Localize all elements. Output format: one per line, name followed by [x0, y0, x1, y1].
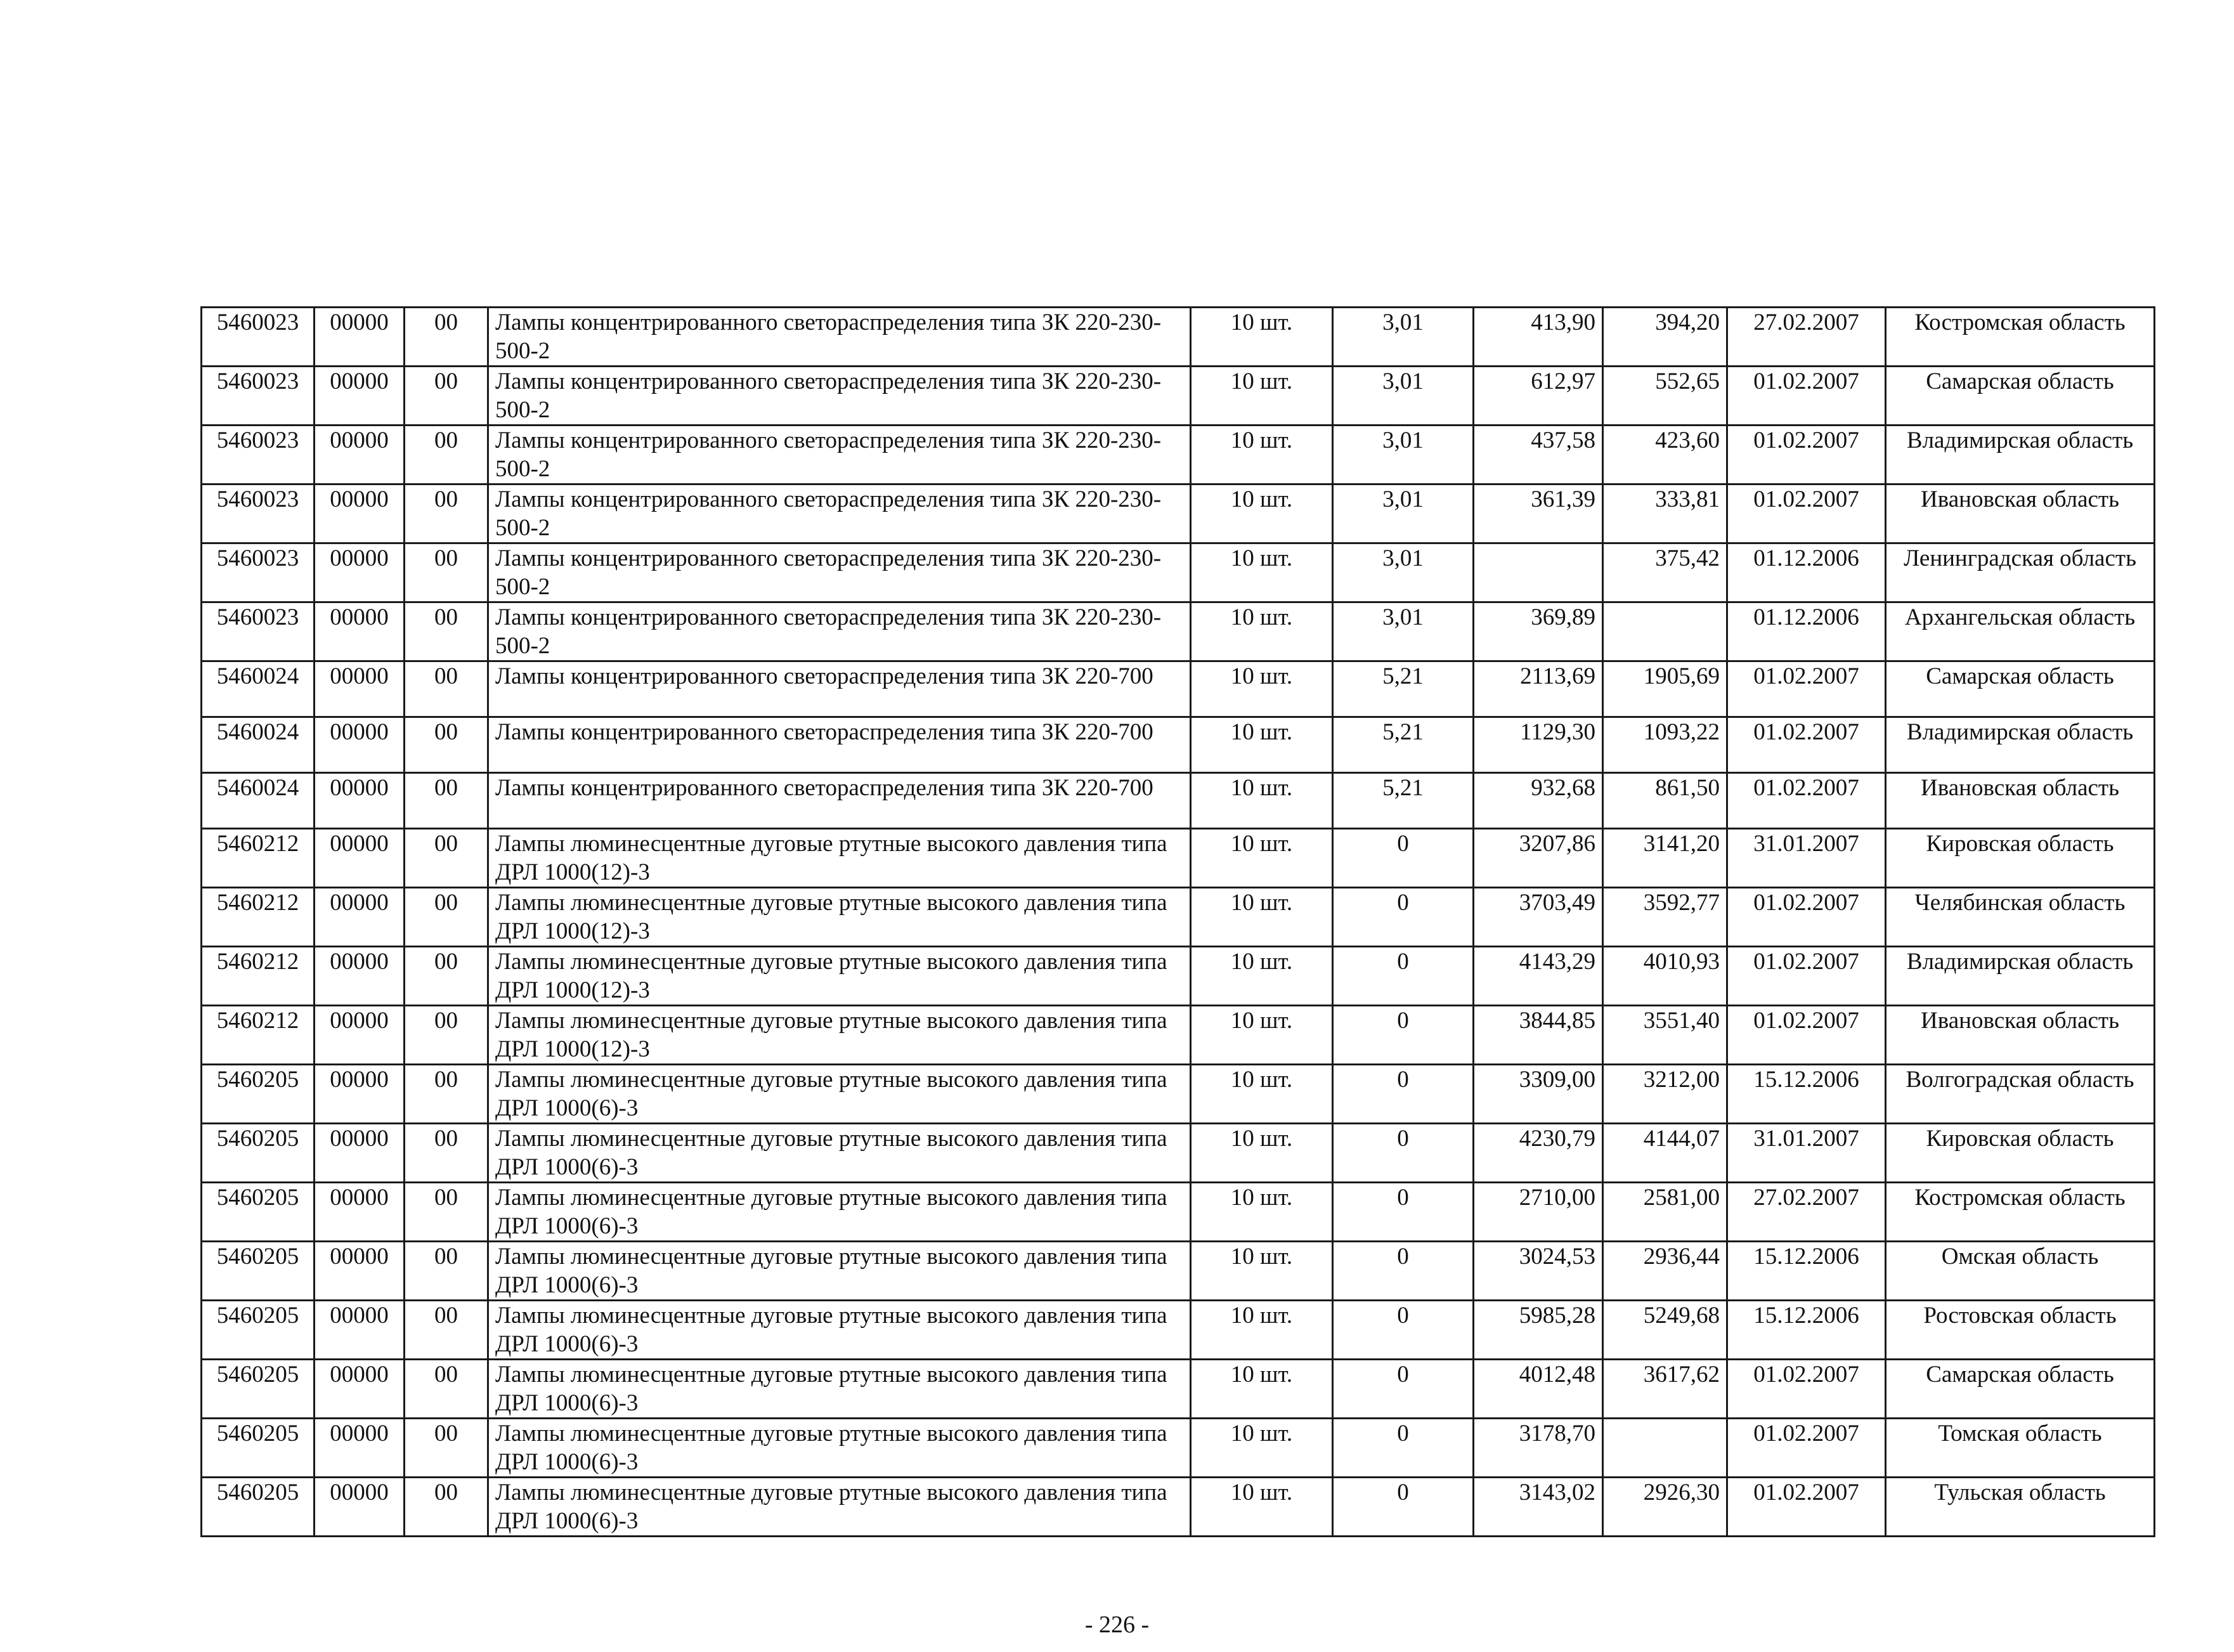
product-code-cell: 5460023 [202, 308, 315, 367]
date-cell: 15.12.2006 [1727, 1301, 1886, 1360]
product-name-cell: Лампы люминесцентные дуговые ртутные высокого давления типа ДРЛ 1000(6)-3 [488, 1242, 1191, 1301]
region-cell: Костромская область [1886, 308, 2155, 367]
product-name-cell: Лампы люминесцентные дуговые ртутные высокого давления типа ДРЛ 1000(6)-3 [488, 1478, 1191, 1537]
table-row [202, 1242, 2155, 1301]
product-code-cell: 5460024 [202, 773, 315, 829]
table-row [202, 367, 2155, 426]
price-min-cell: 2926,30 [1603, 1478, 1727, 1537]
product-code-cell: 5460212 [202, 829, 315, 888]
product-name-cell: Лампы люминесцентные дуговые ртутные высокого давления типа ДРЛ 1000(12)-3 [488, 1006, 1191, 1065]
product-name-cell: Лампы концентрированного светораспределения типа ЗК 220-700 [488, 661, 1191, 717]
subcode-cell: 00000 [315, 717, 405, 773]
product-name-cell: Лампы люминесцентные дуговые ртутные высокого давления типа ДРЛ 1000(12)-3 [488, 947, 1191, 1006]
table-row [202, 717, 2155, 773]
product-code-cell: 5460024 [202, 661, 315, 717]
region-cell: Самарская область [1886, 1360, 2155, 1419]
region-cell: Самарская область [1886, 367, 2155, 426]
class-code-cell: 00 [405, 717, 488, 773]
weight-cell: 3,01 [1333, 308, 1474, 367]
date-cell: 01.12.2006 [1727, 543, 1886, 602]
date-cell: 01.02.2007 [1727, 717, 1886, 773]
price-min-cell: 552,65 [1603, 367, 1727, 426]
weight-cell: 0 [1333, 947, 1474, 1006]
price-min-cell: 394,20 [1603, 308, 1727, 367]
weight-cell: 0 [1333, 1006, 1474, 1065]
price-max-cell: 3143,02 [1474, 1478, 1603, 1537]
product-name-cell: Лампы люминесцентные дуговые ртутные высокого давления типа ДРЛ 1000(12)-3 [488, 888, 1191, 947]
product-code-cell: 5460023 [202, 426, 315, 485]
product-name-cell: Лампы концентрированного светораспределения типа ЗК 220-230-500-2 [488, 543, 1191, 602]
unit-cell: 10 шт. [1191, 1124, 1333, 1183]
class-code-cell: 00 [405, 602, 488, 661]
price-min-cell: 3617,62 [1603, 1360, 1727, 1419]
product-name-cell: Лампы концентрированного светораспределения типа ЗК 220-700 [488, 773, 1191, 829]
subcode-cell: 00000 [315, 485, 405, 543]
table-row [202, 1360, 2155, 1419]
subcode-cell: 00000 [315, 426, 405, 485]
date-cell: 01.02.2007 [1727, 1006, 1886, 1065]
region-cell: Ивановская область [1886, 485, 2155, 543]
table-row [202, 1478, 2155, 1537]
product-code-cell: 5460212 [202, 1006, 315, 1065]
price-min-cell: 861,50 [1603, 773, 1727, 829]
subcode-cell: 00000 [315, 1301, 405, 1360]
date-cell: 01.12.2006 [1727, 602, 1886, 661]
unit-cell: 10 шт. [1191, 888, 1333, 947]
price-min-cell: 1905,69 [1603, 661, 1727, 717]
subcode-cell: 00000 [315, 888, 405, 947]
unit-cell: 10 шт. [1191, 1242, 1333, 1301]
price-max-cell [1474, 543, 1603, 602]
class-code-cell: 00 [405, 1419, 488, 1478]
region-cell: Челябинская область [1886, 888, 2155, 947]
weight-cell: 3,01 [1333, 602, 1474, 661]
product-code-cell: 5460205 [202, 1124, 315, 1183]
product-name-cell: Лампы концентрированного светораспределения типа ЗК 220-230-500-2 [488, 426, 1191, 485]
class-code-cell: 00 [405, 1065, 488, 1124]
class-code-cell: 00 [405, 1124, 488, 1183]
date-cell: 01.02.2007 [1727, 1360, 1886, 1419]
product-code-cell: 5460023 [202, 602, 315, 661]
table-row [202, 1065, 2155, 1124]
unit-cell: 10 шт. [1191, 947, 1333, 1006]
price-max-cell: 4012,48 [1474, 1360, 1603, 1419]
class-code-cell: 00 [405, 543, 488, 602]
product-name-cell: Лампы люминесцентные дуговые ртутные высокого давления типа ДРЛ 1000(6)-3 [488, 1183, 1191, 1242]
unit-cell: 10 шт. [1191, 1006, 1333, 1065]
date-cell: 01.02.2007 [1727, 1478, 1886, 1537]
weight-cell: 3,01 [1333, 485, 1474, 543]
unit-cell: 10 шт. [1191, 1419, 1333, 1478]
price-min-cell: 4144,07 [1603, 1124, 1727, 1183]
price-max-cell: 437,58 [1474, 426, 1603, 485]
unit-cell: 10 шт. [1191, 1478, 1333, 1537]
table-row [202, 661, 2155, 717]
subcode-cell: 00000 [315, 829, 405, 888]
table-row [202, 1419, 2155, 1478]
product-name-cell: Лампы концентрированного светораспределения типа ЗК 220-700 [488, 717, 1191, 773]
table-row [202, 888, 2155, 947]
date-cell: 31.01.2007 [1727, 829, 1886, 888]
weight-cell: 3,01 [1333, 543, 1474, 602]
product-code-cell: 5460212 [202, 888, 315, 947]
price-max-cell: 5985,28 [1474, 1301, 1603, 1360]
subcode-cell: 00000 [315, 1065, 405, 1124]
region-cell: Томская область [1886, 1419, 2155, 1478]
region-cell: Ивановская область [1886, 1006, 2155, 1065]
unit-cell: 10 шт. [1191, 602, 1333, 661]
price-min-cell: 4010,93 [1603, 947, 1727, 1006]
price-max-cell: 3207,86 [1474, 829, 1603, 888]
region-cell: Кировская область [1886, 829, 2155, 888]
weight-cell: 0 [1333, 1301, 1474, 1360]
weight-cell: 5,21 [1333, 773, 1474, 829]
class-code-cell: 00 [405, 888, 488, 947]
weight-cell: 5,21 [1333, 717, 1474, 773]
price-min-cell: 3592,77 [1603, 888, 1727, 947]
price-min-cell [1603, 602, 1727, 661]
table-body [202, 308, 2155, 1537]
product-code-cell: 5460023 [202, 367, 315, 426]
subcode-cell: 00000 [315, 1124, 405, 1183]
unit-cell: 10 шт. [1191, 773, 1333, 829]
price-max-cell: 2113,69 [1474, 661, 1603, 717]
class-code-cell: 00 [405, 661, 488, 717]
table-row [202, 1301, 2155, 1360]
subcode-cell: 00000 [315, 947, 405, 1006]
unit-cell: 10 шт. [1191, 367, 1333, 426]
weight-cell: 0 [1333, 1478, 1474, 1537]
product-name-cell: Лампы концентрированного светораспределения типа ЗК 220-230-500-2 [488, 485, 1191, 543]
class-code-cell: 00 [405, 308, 488, 367]
price-min-cell: 5249,68 [1603, 1301, 1727, 1360]
subcode-cell: 00000 [315, 1360, 405, 1419]
date-cell: 01.02.2007 [1727, 888, 1886, 947]
region-cell: Архангельская область [1886, 602, 2155, 661]
price-max-cell: 4143,29 [1474, 947, 1603, 1006]
price-max-cell: 369,89 [1474, 602, 1603, 661]
product-code-cell: 5460205 [202, 1183, 315, 1242]
product-code-cell: 5460205 [202, 1478, 315, 1537]
date-cell: 01.02.2007 [1727, 947, 1886, 1006]
date-cell: 27.02.2007 [1727, 308, 1886, 367]
unit-cell: 10 шт. [1191, 829, 1333, 888]
weight-cell: 0 [1333, 1242, 1474, 1301]
region-cell: Омская область [1886, 1242, 2155, 1301]
date-cell: 01.02.2007 [1727, 1419, 1886, 1478]
subcode-cell: 00000 [315, 543, 405, 602]
weight-cell: 0 [1333, 1124, 1474, 1183]
table-row [202, 1006, 2155, 1065]
product-name-cell: Лампы люминесцентные дуговые ртутные высокого давления типа ДРЛ 1000(6)-3 [488, 1124, 1191, 1183]
weight-cell: 3,01 [1333, 367, 1474, 426]
product-code-cell: 5460023 [202, 543, 315, 602]
price-min-cell: 333,81 [1603, 485, 1727, 543]
price-min-cell: 3551,40 [1603, 1006, 1727, 1065]
price-max-cell: 932,68 [1474, 773, 1603, 829]
product-name-cell: Лампы люминесцентные дуговые ртутные высокого давления типа ДРЛ 1000(6)-3 [488, 1360, 1191, 1419]
subcode-cell: 00000 [315, 308, 405, 367]
unit-cell: 10 шт. [1191, 717, 1333, 773]
price-min-cell: 2581,00 [1603, 1183, 1727, 1242]
subcode-cell: 00000 [315, 1478, 405, 1537]
price-min-cell: 375,42 [1603, 543, 1727, 602]
region-cell: Костромская область [1886, 1183, 2155, 1242]
price-min-cell [1603, 1419, 1727, 1478]
table-row [202, 947, 2155, 1006]
product-code-cell: 5460205 [202, 1065, 315, 1124]
unit-cell: 10 шт. [1191, 661, 1333, 717]
date-cell: 31.01.2007 [1727, 1124, 1886, 1183]
subcode-cell: 00000 [315, 1242, 405, 1301]
table-row [202, 485, 2155, 543]
date-cell: 01.02.2007 [1727, 661, 1886, 717]
price-max-cell: 413,90 [1474, 308, 1603, 367]
price-min-cell: 423,60 [1603, 426, 1727, 485]
weight-cell: 0 [1333, 829, 1474, 888]
weight-cell: 0 [1333, 1183, 1474, 1242]
class-code-cell: 00 [405, 1301, 488, 1360]
region-cell: Владимирская область [1886, 947, 2155, 1006]
region-cell: Владимирская область [1886, 426, 2155, 485]
subcode-cell: 00000 [315, 1419, 405, 1478]
region-cell: Волгоградская область [1886, 1065, 2155, 1124]
region-cell: Кировская область [1886, 1124, 2155, 1183]
weight-cell: 5,21 [1333, 661, 1474, 717]
price-min-cell: 1093,22 [1603, 717, 1727, 773]
region-cell: Самарская область [1886, 661, 2155, 717]
subcode-cell: 00000 [315, 1006, 405, 1065]
subcode-cell: 00000 [315, 602, 405, 661]
price-max-cell: 3309,00 [1474, 1065, 1603, 1124]
price-min-cell: 2936,44 [1603, 1242, 1727, 1301]
product-code-cell: 5460205 [202, 1360, 315, 1419]
class-code-cell: 00 [405, 1006, 488, 1065]
date-cell: 01.02.2007 [1727, 367, 1886, 426]
region-cell: Тульская область [1886, 1478, 2155, 1537]
price-max-cell: 612,97 [1474, 367, 1603, 426]
date-cell: 01.02.2007 [1727, 485, 1886, 543]
price-max-cell: 2710,00 [1474, 1183, 1603, 1242]
class-code-cell: 00 [405, 485, 488, 543]
subcode-cell: 00000 [315, 661, 405, 717]
table-row [202, 602, 2155, 661]
unit-cell: 10 шт. [1191, 485, 1333, 543]
product-name-cell: Лампы люминесцентные дуговые ртутные высокого давления типа ДРЛ 1000(12)-3 [488, 829, 1191, 888]
product-name-cell: Лампы люминесцентные дуговые ртутные высокого давления типа ДРЛ 1000(6)-3 [488, 1301, 1191, 1360]
product-code-cell: 5460205 [202, 1419, 315, 1478]
product-name-cell: Лампы концентрированного светораспределения типа ЗК 220-230-500-2 [488, 308, 1191, 367]
class-code-cell: 00 [405, 1478, 488, 1537]
product-name-cell: Лампы концентрированного светораспределения типа ЗК 220-230-500-2 [488, 367, 1191, 426]
table-row [202, 543, 2155, 602]
region-cell: Ленинградская область [1886, 543, 2155, 602]
product-code-cell: 5460205 [202, 1301, 315, 1360]
price-table [200, 306, 2155, 1537]
class-code-cell: 00 [405, 1360, 488, 1419]
product-code-cell: 5460024 [202, 717, 315, 773]
unit-cell: 10 шт. [1191, 543, 1333, 602]
price-min-cell: 3212,00 [1603, 1065, 1727, 1124]
unit-cell: 10 шт. [1191, 1065, 1333, 1124]
region-cell: Владимирская область [1886, 717, 2155, 773]
table-row [202, 1183, 2155, 1242]
price-max-cell: 1129,30 [1474, 717, 1603, 773]
table-row [202, 308, 2155, 367]
region-cell: Ивановская область [1886, 773, 2155, 829]
price-max-cell: 3178,70 [1474, 1419, 1603, 1478]
class-code-cell: 00 [405, 367, 488, 426]
product-code-cell: 5460205 [202, 1242, 315, 1301]
class-code-cell: 00 [405, 426, 488, 485]
price-max-cell: 4230,79 [1474, 1124, 1603, 1183]
page-number: - 226 - [1084, 1611, 1150, 1638]
subcode-cell: 00000 [315, 773, 405, 829]
class-code-cell: 00 [405, 829, 488, 888]
table-row [202, 829, 2155, 888]
date-cell: 01.02.2007 [1727, 426, 1886, 485]
unit-cell: 10 шт. [1191, 1183, 1333, 1242]
class-code-cell: 00 [405, 773, 488, 829]
date-cell: 15.12.2006 [1727, 1242, 1886, 1301]
region-cell: Ростовская область [1886, 1301, 2155, 1360]
price-max-cell: 361,39 [1474, 485, 1603, 543]
unit-cell: 10 шт. [1191, 308, 1333, 367]
product-code-cell: 5460212 [202, 947, 315, 1006]
weight-cell: 3,01 [1333, 426, 1474, 485]
class-code-cell: 00 [405, 947, 488, 1006]
product-name-cell: Лампы люминесцентные дуговые ртутные высокого давления типа ДРЛ 1000(6)-3 [488, 1065, 1191, 1124]
price-min-cell: 3141,20 [1603, 829, 1727, 888]
weight-cell: 0 [1333, 1419, 1474, 1478]
table-row [202, 773, 2155, 829]
weight-cell: 0 [1333, 1360, 1474, 1419]
unit-cell: 10 шт. [1191, 1360, 1333, 1419]
date-cell: 15.12.2006 [1727, 1065, 1886, 1124]
unit-cell: 10 шт. [1191, 426, 1333, 485]
class-code-cell: 00 [405, 1183, 488, 1242]
table-row [202, 1124, 2155, 1183]
weight-cell: 0 [1333, 1065, 1474, 1124]
product-name-cell: Лампы люминесцентные дуговые ртутные высокого давления типа ДРЛ 1000(6)-3 [488, 1419, 1191, 1478]
price-max-cell: 3844,85 [1474, 1006, 1603, 1065]
subcode-cell: 00000 [315, 367, 405, 426]
unit-cell: 10 шт. [1191, 1301, 1333, 1360]
product-code-cell: 5460023 [202, 485, 315, 543]
product-name-cell: Лампы концентрированного светораспределения типа ЗК 220-230-500-2 [488, 602, 1191, 661]
price-max-cell: 3024,53 [1474, 1242, 1603, 1301]
date-cell: 01.02.2007 [1727, 773, 1886, 829]
price-max-cell: 3703,49 [1474, 888, 1603, 947]
date-cell: 27.02.2007 [1727, 1183, 1886, 1242]
class-code-cell: 00 [405, 1242, 488, 1301]
weight-cell: 0 [1333, 888, 1474, 947]
table-row [202, 426, 2155, 485]
subcode-cell: 00000 [315, 1183, 405, 1242]
